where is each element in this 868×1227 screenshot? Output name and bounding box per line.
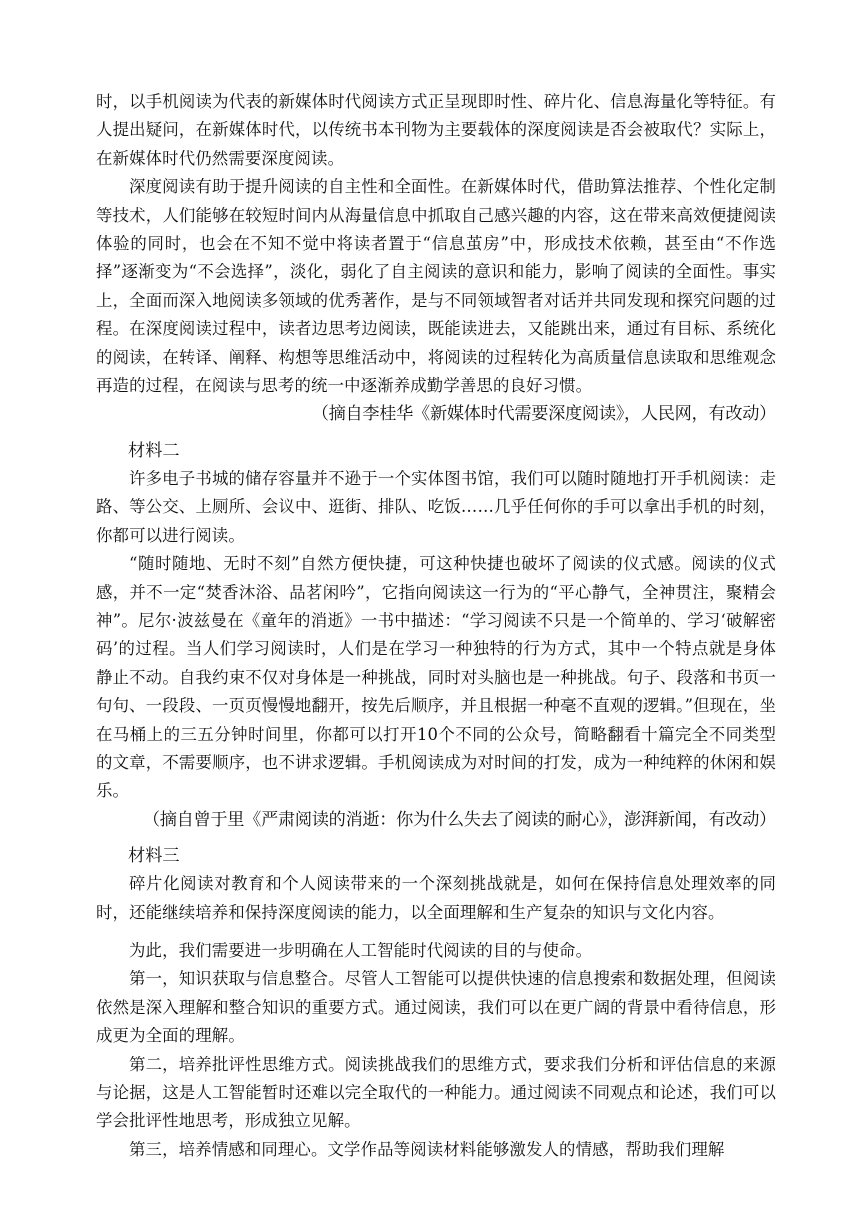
paragraph-first-point: 第一，知识获取与信息整合。尽管人工智能可以提供快速的信息搜索和数据处理，但阅读依然是深入理解和整合知识的重要方式。通过阅读，我们可以在更广阔的背景中看待信息，形成更为全面的理解。 xyxy=(96,969,776,1046)
paragraph-third-point: 第三，培养情感和同理心。文学作品等阅读材料能够激发人的情感，帮助我们理解 xyxy=(129,1139,725,1159)
spacer xyxy=(96,927,776,937)
source-citation-1: （摘自李桂华《新媒体时代需要深度阅读》，人民网，有改动） xyxy=(311,404,776,425)
source-citation-2: （摘自曾于里《严肃阅读的消逝：你为什么失去了阅读的耐心》，澎湃新闻，有改动） xyxy=(142,809,776,830)
material-two-heading: 材料二 xyxy=(128,440,180,461)
paragraph-ebook-reading: 许多电子书城的储存容量并不逊于一个实体图书馆，我们可以随时随地打开手机阅读：走路、等公交、上厕所、会议中、逛街、排队、吃饭……几乎任何你的手可以拿出手机的时刻，你都可以进行阅读。 xyxy=(96,468,776,545)
document-page xyxy=(96,88,776,1164)
paragraph-second-point: 第二，培养批评性思维方式。阅读挑战我们的思维方式，要求我们分析和评估信息的来源与论据，这是人工智能暂时还难以完全取代的一种能力。通过阅读不同观点和论述，我们可以学会批评性地思考，形成独立见解。 xyxy=(96,1054,776,1131)
spacer xyxy=(96,834,776,842)
paragraph-purpose: 为此，我们需要进一步明确在人工智能时代阅读的目的与使命。 xyxy=(129,940,593,960)
paragraph-fragmented-reading: 碎片化阅读对教育和个人阅读带来的一个深刻挑战就是，如何在保持信息处理效率的同时，还能继续培养和保持深度阅读的能力，以全面理解和生产复杂的知识与文化内容。 xyxy=(96,874,776,922)
paragraph-deep-reading: 深度阅读有助于提升阅读的自主性和全面性。在新媒体时代，借助算法推荐、个性化定制等技术，人们能够在较短时间内从海量信息中抓取自己感兴趣的内容，这在带来高效便捷阅读体验的同时，也会在不知不觉中将读者置于“信息茧房”中，形成技术依赖，甚至由“不作选择”逐渐变为“不会选择”，淡化，弱化了自主阅读的意识和能力，影响了阅读的全面性。事实上，全面而深入地阅读多领域的优秀著作，是与不同领域智者对话并共同发现和探究问题的过程。在深度阅读过程中，读者边思考边阅读，既能读进去，又能跳出来，通过有目标、系统化的阅读，在转译、阐释、构想等思维活动中，将阅读的过程转化为高质量信息读取和思维观念再造的过程，在阅读与思考的统一中逐渐养成勤学善思的良好习惯。 xyxy=(96,177,776,396)
paragraph-ritual-reading: “随时随地、无时不刻”自然方便快捷，可这种快捷也破坏了阅读的仪式感。阅读的仪式感，并不一定“焚香沐浴、品茗闲吟”，它指向阅读这一行为的“平心静气，全神贯注，聚精会神”。尼尔·波兹曼在《童年的消逝》一书中描述：“学习阅读不只是一个简单的、学习‘破解密码’的过程。当人们学习阅读时，人们是在学习一种独特的行为方式，其中一个特点就是身体静止不动。自我约束不仅对身体是一种挑战，同时对头脑也是一种挑战。句子、段落和书页一句句、一段段、一页页慢慢地翻开，按先后顺序，并且根据一种毫不直观的逻辑。”但现在，坐在马桶上的三五分钟时间里，你都可以打开10个不同的公众号，简略翻看十篇完全不同类型的文章，不需要顺序，也不讲求逻辑。手机阅读成为对时间的打发，成为一种纯粹的休闲和娱乐。 xyxy=(96,554,776,801)
spacer xyxy=(96,429,776,437)
paragraph-intro-continued: 时，以手机阅读为代表的新媒体时代阅读方式正呈现即时性、碎片化、信息海量化等特征。有人提出疑问，在新媒体时代，以传统书本刊物为主要载体的深度阅读是否会被取代？实际上，在新媒体时代仍然需要深度阅读。 xyxy=(96,92,776,168)
material-three-heading: 材料三 xyxy=(128,846,180,867)
